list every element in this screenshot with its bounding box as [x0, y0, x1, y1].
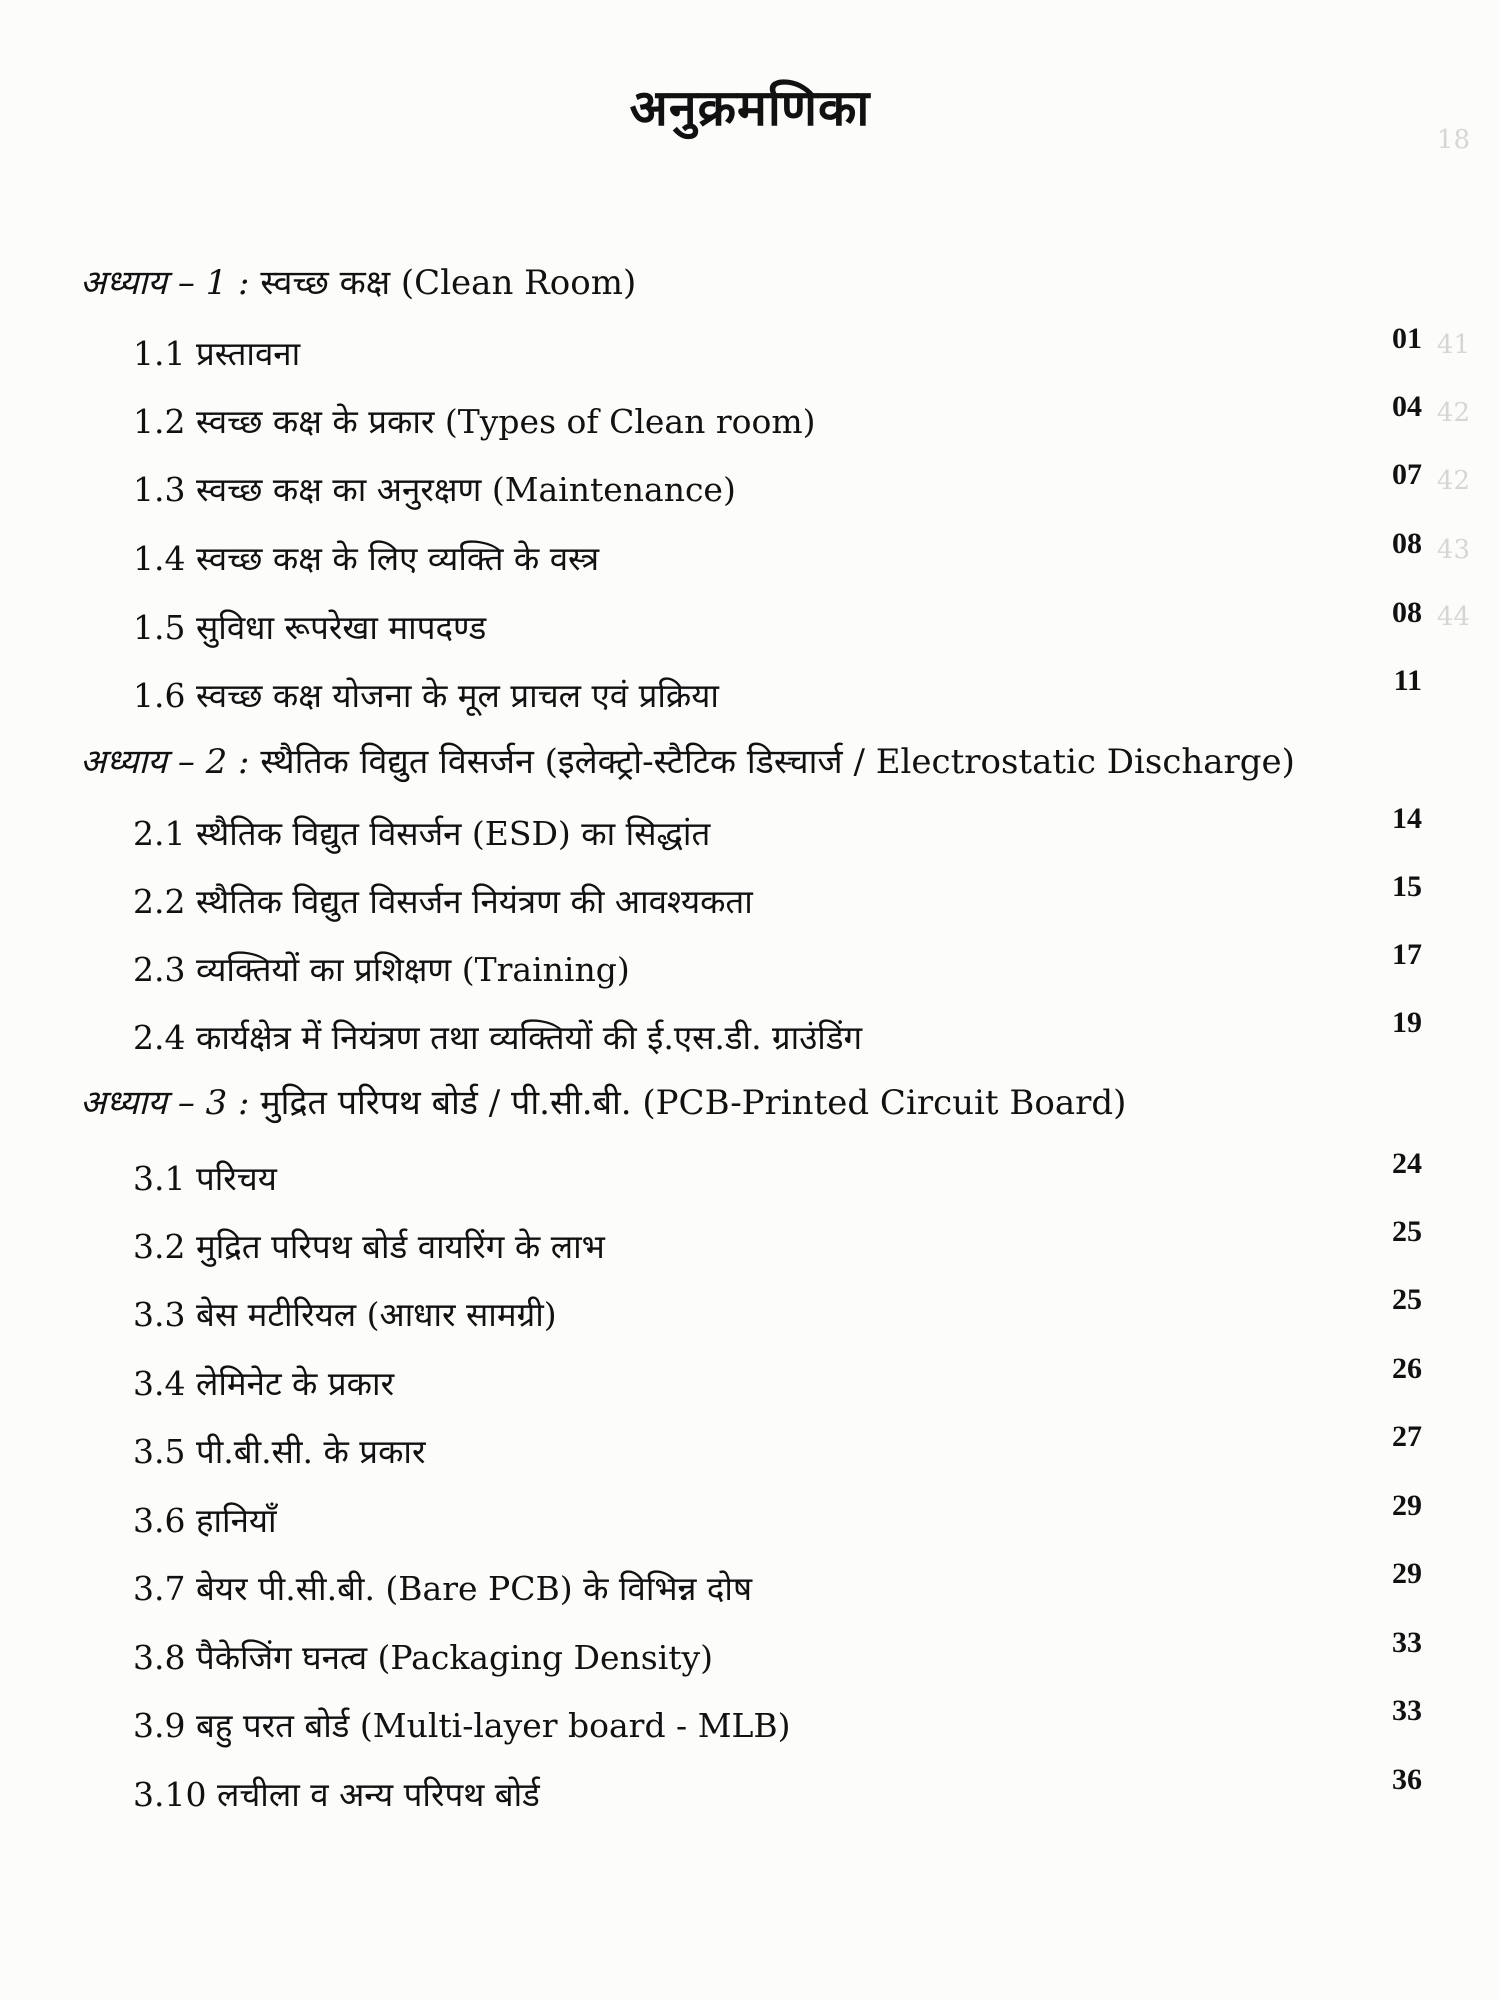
- entry-title: 3.5 पी.बी.सी. के प्रकार: [133, 1432, 426, 1471]
- chapter-heading-1: [80, 258, 636, 304]
- entry-title: 3.1 परिचय: [133, 1159, 277, 1198]
- toc-entry[interactable]: [0, 1215, 1500, 1271]
- toc-entry[interactable]: [0, 1763, 1500, 1819]
- entry-title: 2.2 स्थैतिक विद्युत विसर्जन नियंत्रण की आवश्यकता: [133, 882, 753, 921]
- entry-title: 1.4 स्वच्छ कक्ष के लिए व्यक्ति के वस्त्र: [133, 539, 600, 578]
- toc-entry[interactable]: [0, 938, 1500, 994]
- toc-entry[interactable]: [0, 390, 1500, 446]
- entry-title: 1.2 स्वच्छ कक्ष के प्रकार (Types of Clean room): [133, 402, 816, 441]
- entry-title: 1.3 स्वच्छ कक्ष का अनुरक्षण (Maintenance): [133, 470, 736, 509]
- bleed-through-mark: 18: [1436, 125, 1470, 155]
- entry-page-number: 01: [1392, 322, 1422, 355]
- entry-page-number: 36: [1392, 1763, 1422, 1796]
- entry-page-number: 15: [1392, 870, 1422, 903]
- entry-title: 2.4 कार्यक्षेत्र में नियंत्रण तथा व्यक्तियों की ई.एस.डी. ग्राउंडिंग: [133, 1018, 863, 1057]
- entry-title: 3.10 लचीला व अन्य परिपथ बोर्ड: [133, 1775, 540, 1814]
- entry-title: 1.5 सुविधा रूपरेखा मापदण्ड: [133, 608, 487, 647]
- entry-page-number: 25: [1392, 1215, 1422, 1248]
- entry-page-number: 24: [1392, 1147, 1422, 1180]
- entry-page-number: 08: [1392, 596, 1422, 629]
- page-title: अनुक्रमणिका: [629, 78, 871, 137]
- entry-title: 3.4 लेमिनेट के प्रकार: [133, 1364, 395, 1403]
- entry-page-number: 07: [1392, 458, 1422, 491]
- chapter-heading-2: [80, 737, 1295, 783]
- toc-entry[interactable]: [0, 527, 1500, 583]
- toc-entry[interactable]: [0, 870, 1500, 926]
- chapter-label: अध्याय – 3 :: [80, 1083, 250, 1123]
- toc-entry[interactable]: [0, 1147, 1500, 1203]
- bleed-through-mark: 44: [1436, 602, 1470, 632]
- chapter-label: अध्याय – 2 :: [80, 742, 250, 782]
- entry-page-number: 14: [1392, 802, 1422, 835]
- toc-entry[interactable]: [0, 664, 1500, 720]
- entry-page-number: 04: [1392, 390, 1422, 423]
- toc-entry[interactable]: [0, 1420, 1500, 1476]
- entry-page-number: 27: [1392, 1420, 1422, 1453]
- chapter-label: अध्याय – 1 :: [80, 263, 250, 303]
- entry-title: 1.6 स्वच्छ कक्ष योजना के मूल प्राचल एवं प्रक्रिया: [133, 676, 719, 715]
- toc-entry[interactable]: [0, 596, 1500, 652]
- toc-entry[interactable]: [0, 1557, 1500, 1613]
- entry-title: 3.6 हानियाँ: [133, 1501, 277, 1540]
- entry-title: 2.1 स्थैतिक विद्युत विसर्जन (ESD) का सिद्धांत: [133, 814, 711, 853]
- toc-entry[interactable]: [0, 1489, 1500, 1545]
- chapter-title: मुद्रित परिपथ बोर्ड / पी.सी.बी. (PCB-Printed Circuit Board): [260, 1083, 1127, 1123]
- toc-entry[interactable]: [0, 802, 1500, 858]
- toc-entry[interactable]: [0, 322, 1500, 378]
- entry-page-number: 11: [1393, 664, 1422, 697]
- toc-entry[interactable]: [0, 1694, 1500, 1750]
- entry-page-number: 29: [1392, 1489, 1422, 1522]
- bleed-through-mark: 42: [1436, 466, 1470, 496]
- toc-entry[interactable]: [0, 1352, 1500, 1408]
- chapter-title: स्वच्छ कक्ष (Clean Room): [260, 263, 637, 303]
- toc-entry[interactable]: [0, 1006, 1500, 1062]
- toc-entry[interactable]: [0, 1626, 1500, 1682]
- entry-title: 1.1 प्रस्तावना: [133, 334, 301, 373]
- entry-title: 3.3 बेस मटीरियल (आधार सामग्री): [133, 1295, 557, 1334]
- chapter-heading-3: [80, 1078, 1126, 1124]
- entry-page-number: 29: [1392, 1557, 1422, 1590]
- toc-entry[interactable]: [0, 458, 1500, 514]
- entry-page-number: 19: [1392, 1006, 1422, 1039]
- entry-page-number: 26: [1392, 1352, 1422, 1385]
- bleed-through-mark: 41: [1436, 330, 1470, 360]
- entry-page-number: 08: [1392, 527, 1422, 560]
- entry-page-number: 33: [1392, 1626, 1422, 1659]
- entry-page-number: 17: [1392, 938, 1422, 971]
- entry-page-number: 33: [1392, 1694, 1422, 1727]
- entry-title: 3.9 बहु परत बोर्ड (Multi-layer board - MLB): [133, 1706, 791, 1745]
- entry-title: 3.8 पैकेजिंग घनत्व (Packaging Density): [133, 1638, 714, 1677]
- chapter-title: स्थैतिक विद्युत विसर्जन (इलेक्ट्रो-स्टैटिक डिस्चार्ज / Electrostatic Discharge): [260, 742, 1295, 782]
- bleed-through-mark: 42: [1436, 398, 1470, 428]
- entry-title: 3.7 बेयर पी.सी.बी. (Bare PCB) के विभिन्न दोष: [133, 1569, 753, 1608]
- entry-title: 2.3 व्यक्तियों का प्रशिक्षण (Training): [133, 950, 630, 989]
- entry-title: 3.2 मुद्रित परिपथ बोर्ड वायरिंग के लाभ: [133, 1227, 605, 1266]
- bleed-through-mark: 43: [1436, 535, 1470, 565]
- entry-page-number: 25: [1392, 1283, 1422, 1316]
- toc-entry[interactable]: [0, 1283, 1500, 1339]
